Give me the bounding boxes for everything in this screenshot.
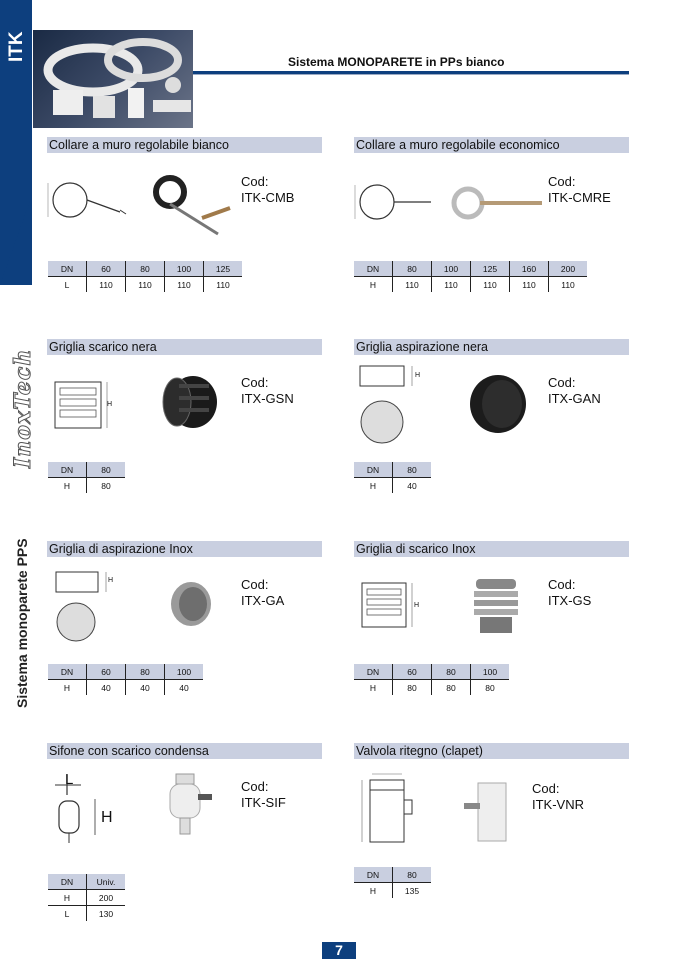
code-label: Cod: bbox=[241, 174, 269, 189]
dimension-label-h: H bbox=[101, 809, 113, 826]
table-cell: 80 bbox=[393, 867, 432, 883]
table-cell: H bbox=[354, 277, 393, 293]
spec-table bbox=[48, 664, 203, 695]
side-section-label: Sistema monoparete PPS bbox=[14, 538, 30, 708]
product-code: ITX-GSN bbox=[241, 391, 294, 406]
table-cell: H bbox=[354, 883, 393, 899]
table-cell: 110 bbox=[204, 277, 243, 293]
table-cell: 80 bbox=[126, 664, 165, 680]
product-code-block bbox=[548, 577, 591, 609]
table-cell: 80 bbox=[393, 462, 432, 478]
table-cell: 60 bbox=[393, 664, 432, 680]
product-title-griglia-scarico-inox: Griglia di scarico Inox bbox=[354, 541, 629, 557]
valvola-diagram bbox=[362, 770, 422, 846]
table-cell: L bbox=[48, 277, 87, 293]
product-code-block bbox=[241, 174, 294, 206]
table-cell: 110 bbox=[510, 277, 549, 293]
table-cell: H bbox=[48, 478, 87, 494]
griglia-scarico-photo bbox=[155, 374, 225, 432]
griglia-scarico-diagram bbox=[55, 382, 115, 430]
product-title-collare-bianco: Collare a muro regolabile bianco bbox=[47, 137, 322, 153]
table-cell: 100 bbox=[471, 664, 510, 680]
product-code: ITX-GA bbox=[241, 593, 285, 608]
table-cell: 110 bbox=[126, 277, 165, 293]
code-label: Cod: bbox=[548, 577, 576, 592]
table-cell: DN bbox=[354, 261, 393, 277]
collare-economico-photo bbox=[450, 185, 550, 225]
brand-bar-bg bbox=[0, 0, 32, 200]
spec-table bbox=[354, 867, 431, 898]
header-divider-shadow bbox=[193, 74, 629, 75]
table-cell: 80 bbox=[87, 478, 126, 494]
table-cell: 135 bbox=[393, 883, 432, 899]
griglia-inox-aspirazione-photo bbox=[166, 580, 216, 628]
code-label: Cod: bbox=[241, 375, 269, 390]
inoxtech-logo: InoxTech bbox=[10, 348, 36, 468]
table-cell: 80 bbox=[393, 680, 432, 696]
product-title-sifone: Sifone con scarico condensa bbox=[47, 743, 322, 759]
spec-table bbox=[48, 874, 125, 921]
dimension-label-h: H bbox=[108, 577, 114, 584]
dimension-label-l: L bbox=[65, 771, 74, 788]
dimension-label-h: H bbox=[414, 602, 420, 609]
collare-economico-diagram bbox=[355, 180, 435, 230]
table-cell: H bbox=[354, 680, 393, 696]
table-cell: 200 bbox=[87, 890, 126, 906]
table-cell: 125 bbox=[204, 261, 243, 277]
product-title-griglia-aspirazione-nera: Griglia aspirazione nera bbox=[354, 339, 629, 355]
product-code-block bbox=[548, 375, 601, 407]
table-cell: 200 bbox=[549, 261, 588, 277]
table-cell: 40 bbox=[87, 680, 126, 696]
product-title-collare-economico: Collare a muro regolabile economico bbox=[354, 137, 629, 153]
page-number: 7 bbox=[322, 942, 356, 959]
table-cell: 80 bbox=[432, 680, 471, 696]
code-label: Cod: bbox=[548, 174, 576, 189]
product-code-block bbox=[241, 375, 294, 407]
table-cell: 110 bbox=[87, 277, 126, 293]
product-code: ITK-SIF bbox=[241, 795, 286, 810]
table-cell: DN bbox=[48, 664, 87, 680]
spec-table bbox=[48, 261, 242, 292]
table-cell: H bbox=[354, 478, 393, 494]
table-cell: 40 bbox=[393, 478, 432, 494]
product-code-block bbox=[241, 779, 286, 811]
sifone-photo bbox=[162, 774, 218, 838]
product-code: ITX-GS bbox=[548, 593, 592, 608]
table-cell: 40 bbox=[165, 680, 204, 696]
table-cell: 110 bbox=[432, 277, 471, 293]
table-cell: 100 bbox=[165, 664, 204, 680]
dimension-label-h: H bbox=[415, 372, 421, 379]
product-title-valvola: Valvola ritegno (clapet) bbox=[354, 743, 629, 759]
product-title-griglia-aspirazione-inox: Griglia di aspirazione Inox bbox=[47, 541, 322, 557]
table-cell: DN bbox=[354, 664, 393, 680]
brand-logo: ITK bbox=[6, 31, 27, 62]
code-label: Cod: bbox=[548, 375, 576, 390]
code-label: Cod: bbox=[241, 577, 269, 592]
griglia-aspirazione-photo bbox=[468, 374, 528, 436]
table-cell: 80 bbox=[87, 462, 126, 478]
spec-table bbox=[354, 664, 509, 695]
table-cell: 100 bbox=[165, 261, 204, 277]
table-cell: 110 bbox=[165, 277, 204, 293]
table-cell: 60 bbox=[87, 664, 126, 680]
collare-photo bbox=[140, 178, 240, 238]
spec-table bbox=[354, 462, 431, 493]
table-cell: H bbox=[48, 680, 87, 696]
table-cell: 110 bbox=[549, 277, 588, 293]
product-code-block bbox=[532, 781, 584, 813]
table-cell: 160 bbox=[510, 261, 549, 277]
table-cell: 80 bbox=[393, 261, 432, 277]
table-cell: DN bbox=[354, 867, 393, 883]
table-cell: 110 bbox=[393, 277, 432, 293]
product-code: ITX-GAN bbox=[548, 391, 601, 406]
spec-table bbox=[48, 462, 125, 493]
page-title: Sistema MONOPARETE in PPs bianco bbox=[288, 55, 505, 69]
product-code: ITK-CMRE bbox=[548, 190, 611, 205]
collare-diagram bbox=[48, 178, 128, 228]
header-product-photo bbox=[33, 30, 193, 128]
table-cell: 130 bbox=[87, 906, 126, 922]
dimension-label-h: H bbox=[107, 401, 113, 408]
product-code: ITK-CMB bbox=[241, 190, 295, 205]
table-cell: DN bbox=[354, 462, 393, 478]
brand-bar-corner bbox=[0, 195, 32, 285]
griglia-inox-scarico-photo bbox=[468, 575, 524, 635]
table-cell: 100 bbox=[432, 261, 471, 277]
code-label: Cod: bbox=[532, 781, 560, 796]
table-cell: 125 bbox=[471, 261, 510, 277]
product-code-block bbox=[548, 174, 611, 206]
spec-table bbox=[354, 261, 587, 292]
table-cell: Univ. bbox=[87, 874, 126, 890]
table-cell: H bbox=[48, 890, 87, 906]
table-cell: 110 bbox=[471, 277, 510, 293]
product-code: ITK-VNR bbox=[532, 797, 584, 812]
table-cell: 60 bbox=[87, 261, 126, 277]
table-cell: 80 bbox=[471, 680, 510, 696]
code-label: Cod: bbox=[241, 779, 269, 794]
table-cell: L bbox=[48, 906, 87, 922]
table-cell: 80 bbox=[432, 664, 471, 680]
product-title-griglia-scarico-nera: Griglia scarico nera bbox=[47, 339, 322, 355]
table-cell: DN bbox=[48, 261, 87, 277]
product-code-block bbox=[241, 577, 284, 609]
table-cell: DN bbox=[48, 462, 87, 478]
table-cell: DN bbox=[48, 874, 87, 890]
valvola-photo bbox=[460, 783, 520, 843]
table-cell: 80 bbox=[126, 261, 165, 277]
table-cell: 40 bbox=[126, 680, 165, 696]
